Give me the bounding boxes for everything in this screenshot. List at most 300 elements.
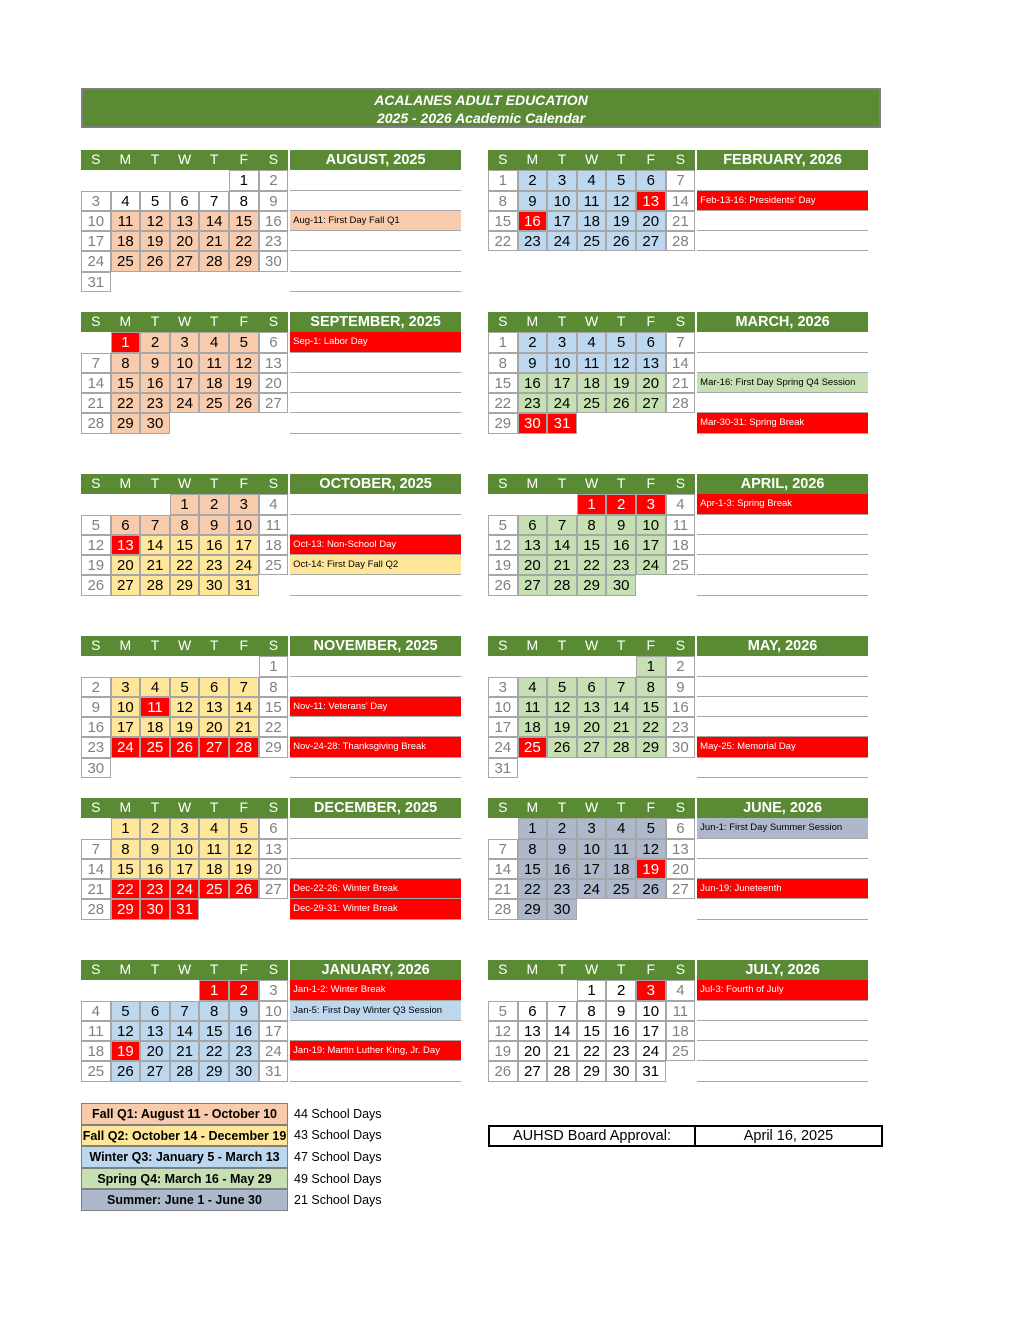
day-cell: 9 [606,515,636,535]
legend-term-label: Fall Q1: August 11 - October 10 [81,1103,288,1125]
week-row [488,859,868,879]
empty-cell [666,758,696,778]
day-cell: 27 [140,1061,170,1081]
weekday-header: S [666,150,696,170]
day-cell: 7 [229,677,259,697]
day-cell: 28 [170,1061,200,1081]
day-cell: 8 [111,839,141,859]
empty-cell [636,899,666,919]
day-cell: 16 [229,1021,259,1041]
day-cell: 29 [111,413,141,433]
day-cell: 22 [636,717,666,737]
day-cell: 6 [577,677,607,697]
week-row [488,170,868,190]
day-cell: 15 [259,697,289,717]
day-cell: 31 [547,413,577,433]
day-cell: 26 [81,575,111,595]
month-dec [81,798,461,920]
day-cell: 28 [81,413,111,433]
day-cell: 28 [140,575,170,595]
organization-name: ACALANES ADULT EDUCATION [374,92,588,108]
day-cell: 24 [170,393,200,413]
month-may [488,636,868,778]
day-cell: 20 [111,555,141,575]
day-cell: 1 [518,818,548,838]
day-cell: 14 [606,697,636,717]
week-row [81,859,461,879]
day-cell: 25 [666,555,696,575]
day-cell: 19 [547,717,577,737]
empty-cell [488,818,518,838]
weekday-header: S [81,798,111,818]
day-cell: 29 [229,251,259,271]
day-cell: 13 [140,1021,170,1041]
day-cell: 18 [199,373,229,393]
empty-cell [111,980,141,1000]
event-note: Mar-16: First Day Spring Q4 Session [697,373,868,393]
day-cell: 25 [666,1041,696,1061]
weekday-header: T [140,960,170,980]
week-row [81,555,461,575]
day-cell: 15 [111,859,141,879]
week-row [488,393,868,413]
weekday-header-row [81,312,461,332]
weekday-header: T [547,798,577,818]
event-note [697,697,868,717]
day-cell: 6 [199,677,229,697]
day-cell: 14 [81,373,111,393]
event-note: Oct-14: First Day Fall Q2 [290,555,461,575]
week-row [488,758,868,778]
empty-cell [259,758,289,778]
weekday-header: S [81,312,111,332]
event-note [697,758,868,778]
day-cell: 23 [140,879,170,899]
weekday-header: M [518,798,548,818]
empty-cell [199,899,229,919]
empty-cell [111,170,141,190]
legend-row [81,1103,382,1125]
day-cell: 20 [259,859,289,879]
weekday-header: S [488,636,518,656]
weekday-header-row [81,150,461,170]
event-note: Jul-3: Fourth of July [697,980,868,1000]
empty-cell [199,758,229,778]
empty-cell [488,980,518,1000]
weekday-header: W [577,636,607,656]
day-cell: 15 [636,697,666,717]
day-cell: 6 [518,1001,548,1021]
day-cell: 21 [229,717,259,737]
empty-cell [518,494,548,514]
day-cell: 8 [636,677,666,697]
empty-cell [666,575,696,595]
day-cell: 21 [81,393,111,413]
week-row [488,677,868,697]
day-cell: 29 [488,413,518,433]
day-cell: 31 [636,1061,666,1081]
day-cell: 27 [170,251,200,271]
day-cell: 3 [229,494,259,514]
event-note [290,758,461,778]
weekday-header: T [199,798,229,818]
day-cell: 15 [577,1021,607,1041]
day-cell: 17 [111,717,141,737]
day-cell: 16 [199,535,229,555]
empty-cell [636,758,666,778]
week-row [488,191,868,211]
day-cell: 29 [111,899,141,919]
day-cell: 10 [547,191,577,211]
week-row [81,899,461,919]
day-cell: 17 [81,231,111,251]
day-cell: 1 [488,170,518,190]
empty-cell [140,656,170,676]
week-row [81,980,461,1000]
weekday-header: T [547,312,577,332]
day-cell: 10 [488,697,518,717]
weekday-header: W [170,312,200,332]
day-cell: 21 [199,231,229,251]
month-mar [488,312,868,434]
day-cell: 21 [547,555,577,575]
event-note [697,555,868,575]
month-nov [81,636,461,778]
empty-cell [111,656,141,676]
weekday-header: M [518,474,548,494]
week-row [81,170,461,190]
day-cell: 3 [547,332,577,352]
empty-cell [81,332,111,352]
day-cell: 4 [111,191,141,211]
empty-cell [259,272,289,292]
week-row [81,393,461,413]
empty-cell [636,413,666,433]
day-cell: 27 [518,575,548,595]
weekday-header: M [518,312,548,332]
day-cell: 5 [229,818,259,838]
day-cell: 9 [140,839,170,859]
weekday-header: F [636,474,666,494]
day-cell: 23 [140,393,170,413]
weekday-header: T [199,312,229,332]
day-cell: 26 [111,1061,141,1081]
day-cell: 2 [518,170,548,190]
day-cell: 18 [577,373,607,393]
day-cell: 11 [199,839,229,859]
day-cell: 14 [81,859,111,879]
day-cell: 16 [81,717,111,737]
day-cell: 3 [111,677,141,697]
day-cell: 1 [259,656,289,676]
day-cell: 13 [259,353,289,373]
empty-cell [81,818,111,838]
day-cell: 20 [518,555,548,575]
weekday-header-row [81,960,461,980]
day-cell: 19 [140,231,170,251]
day-cell: 15 [577,535,607,555]
day-cell: 18 [518,717,548,737]
weekday-header: W [577,474,607,494]
day-cell: 17 [259,1021,289,1041]
day-cell: 19 [170,717,200,737]
week-row [488,332,868,352]
weekday-header: F [229,636,259,656]
weekday-header: T [606,474,636,494]
event-note [290,251,461,271]
event-note [697,1061,868,1081]
day-cell: 3 [636,494,666,514]
event-note [697,575,868,595]
event-note: May-25: Memorial Day [697,737,868,757]
week-row [488,980,868,1000]
day-cell: 9 [259,191,289,211]
weekday-header: M [518,636,548,656]
empty-cell [636,575,666,595]
day-cell: 15 [488,373,518,393]
day-cell: 10 [259,1001,289,1021]
day-cell: 13 [518,1021,548,1041]
day-cell: 26 [488,1061,518,1081]
day-cell: 18 [199,859,229,879]
day-cell: 30 [140,413,170,433]
day-cell: 13 [259,839,289,859]
week-row [81,879,461,899]
day-cell: 10 [547,353,577,373]
day-cell: 18 [666,535,696,555]
week-row [81,677,461,697]
day-cell: 20 [636,373,666,393]
month-title: SEPTEMBER, 2025 [290,312,461,332]
legend-term-label: Summer: June 1 - June 30 [81,1189,288,1211]
weekday-header: F [636,798,666,818]
weekday-header: T [140,150,170,170]
weekday-header-row [488,636,868,656]
day-cell: 17 [547,211,577,231]
empty-cell [199,170,229,190]
day-cell: 30 [518,413,548,433]
empty-cell [111,494,141,514]
day-cell: 9 [81,697,111,717]
day-cell: 22 [111,879,141,899]
day-cell: 20 [170,231,200,251]
day-cell: 28 [81,899,111,919]
day-cell: 18 [606,859,636,879]
day-cell: 12 [636,839,666,859]
event-note [290,818,461,838]
day-cell: 25 [140,737,170,757]
term-legend [81,1103,382,1211]
month-jul [488,960,868,1082]
day-cell: 13 [636,353,666,373]
day-cell: 24 [229,555,259,575]
day-cell: 26 [488,575,518,595]
day-cell: 8 [170,515,200,535]
day-cell: 28 [547,575,577,595]
day-cell: 23 [259,231,289,251]
month-title: MARCH, 2026 [697,312,868,332]
weekday-header-row [488,312,868,332]
day-cell: 1 [111,818,141,838]
day-cell: 8 [488,353,518,373]
empty-cell [259,413,289,433]
day-cell: 12 [606,191,636,211]
event-note [697,393,868,413]
day-cell: 6 [170,191,200,211]
month-apr [488,474,868,596]
event-note [697,656,868,676]
day-cell: 13 [636,191,666,211]
week-row [488,1021,868,1041]
day-cell: 10 [636,515,666,535]
day-cell: 9 [140,353,170,373]
event-note: Jun-1: First Day Summer Session [697,818,868,838]
weekday-header: T [606,798,636,818]
weekday-header: M [111,474,141,494]
day-cell: 14 [229,697,259,717]
week-row [488,575,868,595]
day-cell: 9 [547,839,577,859]
day-cell: 27 [666,879,696,899]
weekday-header: F [229,474,259,494]
day-cell: 20 [636,211,666,231]
empty-cell [199,413,229,433]
day-cell: 10 [81,211,111,231]
day-cell: 5 [547,677,577,697]
empty-cell [140,170,170,190]
day-cell: 2 [606,980,636,1000]
day-cell: 2 [259,170,289,190]
day-cell: 8 [518,839,548,859]
event-note [697,1021,868,1041]
calendar-year-title: 2025 - 2026 Academic Calendar [376,110,586,126]
day-cell: 27 [199,737,229,757]
month-title: DECEMBER, 2025 [290,798,461,818]
event-note [290,839,461,859]
weekday-header: M [111,960,141,980]
day-cell: 8 [488,191,518,211]
day-cell: 16 [606,1021,636,1041]
day-cell: 10 [111,697,141,717]
event-note [697,1001,868,1021]
legend-row [81,1146,382,1168]
week-row [81,535,461,555]
empty-cell [606,413,636,433]
legend-school-days: 49 School Days [294,1171,382,1186]
event-note [290,393,461,413]
day-cell: 12 [488,535,518,555]
empty-cell [666,899,696,919]
day-cell: 18 [81,1041,111,1061]
day-cell: 1 [636,656,666,676]
day-cell: 8 [111,353,141,373]
month-title: FEBRUARY, 2026 [697,150,868,170]
month-title: JANUARY, 2026 [290,960,461,980]
weekday-header: T [140,312,170,332]
day-cell: 7 [81,839,111,859]
day-cell: 10 [229,515,259,535]
month-title: APRIL, 2026 [697,474,868,494]
day-cell: 20 [666,859,696,879]
week-row [81,515,461,535]
event-note [697,899,868,919]
day-cell: 4 [666,980,696,1000]
empty-cell [229,758,259,778]
day-cell: 18 [577,211,607,231]
legend-school-days: 43 School Days [294,1128,382,1143]
week-row [488,899,868,919]
weekday-header: F [229,312,259,332]
month-jan [81,960,461,1082]
day-cell: 1 [488,332,518,352]
empty-cell [547,656,577,676]
empty-cell [518,656,548,676]
day-cell: 3 [259,980,289,1000]
week-row [488,555,868,575]
event-note [697,211,868,231]
day-cell: 21 [666,373,696,393]
day-cell: 27 [636,231,666,251]
event-note [290,656,461,676]
day-cell: 19 [606,211,636,231]
event-note: Jan-5: First Day Winter Q3 Session [290,1001,461,1021]
day-cell: 30 [547,899,577,919]
legend-row [81,1125,382,1147]
day-cell: 10 [170,353,200,373]
week-row [488,656,868,676]
day-cell: 22 [518,879,548,899]
empty-cell [606,758,636,778]
empty-cell [81,980,111,1000]
week-row [488,373,868,393]
week-row [488,211,868,231]
week-row [81,191,461,211]
event-note: Apr-1-3: Spring Break [697,494,868,514]
day-cell: 14 [488,859,518,879]
day-cell: 24 [636,555,666,575]
day-cell: 30 [81,758,111,778]
day-cell: 25 [577,231,607,251]
day-cell: 1 [577,980,607,1000]
empty-cell [111,758,141,778]
day-cell: 24 [259,1041,289,1061]
day-cell: 9 [666,677,696,697]
event-note: Oct-13: Non-School Day [290,535,461,555]
weekday-header: S [259,960,289,980]
event-note [290,494,461,514]
month-jun [488,798,868,920]
week-row [81,1061,461,1081]
day-cell: 8 [577,515,607,535]
day-cell: 19 [488,555,518,575]
empty-cell [577,899,607,919]
day-cell: 5 [606,332,636,352]
day-cell: 26 [170,737,200,757]
weekday-header: M [518,960,548,980]
day-cell: 6 [111,515,141,535]
day-cell: 29 [577,1061,607,1081]
day-cell: 29 [199,1061,229,1081]
week-row [488,1001,868,1021]
day-cell: 3 [547,170,577,190]
day-cell: 13 [577,697,607,717]
weekday-header: M [111,798,141,818]
empty-cell [229,899,259,919]
day-cell: 31 [259,1061,289,1081]
empty-cell [577,758,607,778]
day-cell: 7 [547,1001,577,1021]
weekday-header: W [577,960,607,980]
